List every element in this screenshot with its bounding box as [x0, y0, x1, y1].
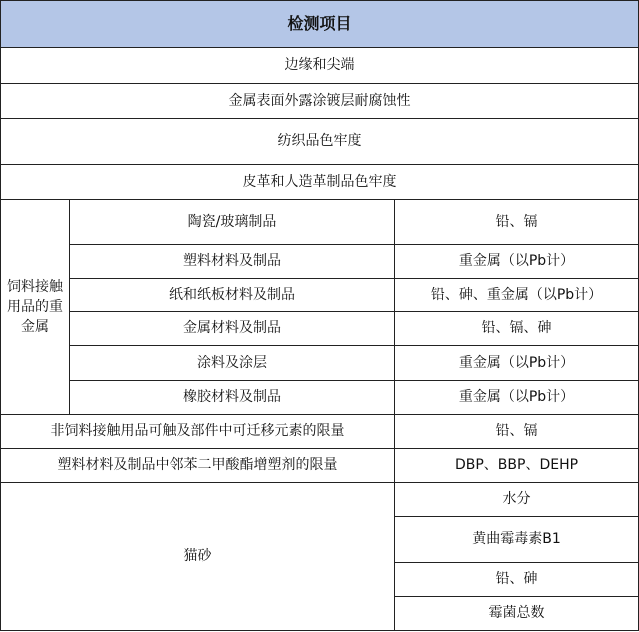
table-row	[1, 245, 639, 279]
table-row	[1, 346, 639, 381]
cat-litter-value: 水分	[395, 483, 639, 517]
cat-litter-value: 霉菌总数	[395, 597, 639, 631]
heavy-metal-item: 纸和纸板材料及制品	[70, 279, 395, 312]
heavy-metal-value: 重金属（以Pb计）	[395, 346, 639, 381]
table-row	[1, 48, 639, 84]
heavy-metal-item: 橡胶材料及制品	[70, 381, 395, 415]
table-row	[1, 381, 639, 415]
heavy-metal-item: 陶瓷/玻璃制品	[70, 200, 395, 245]
heavy-metal-item: 金属材料及制品	[70, 312, 395, 346]
table-row	[1, 119, 639, 165]
plasticizer-item: 塑料材料及制品中邻苯二甲酸酯增塑剂的限量	[1, 449, 395, 483]
cat-litter-item: 猫砂	[1, 483, 395, 631]
cat-litter-value: 铅、砷	[395, 563, 639, 597]
heavy-metal-group-label: 饲料接触用品的重金属	[1, 200, 70, 415]
migration-value: 铅、镉	[395, 415, 639, 449]
heavy-metal-item: 塑料材料及制品	[70, 245, 395, 279]
heavy-metal-value: 铅、砷、重金属（以Pb计）	[395, 279, 639, 312]
item-edges-tips: 边缘和尖端	[1, 48, 639, 84]
migration-item: 非饲料接触用品可触及部件中可迁移元素的限量	[1, 415, 395, 449]
heavy-metal-value: 铅、镉、砷	[395, 312, 639, 346]
heavy-metal-value: 重金属（以Pb计）	[395, 245, 639, 279]
table-row	[1, 449, 639, 483]
table-title: 检测项目	[1, 1, 639, 48]
table-row	[1, 84, 639, 119]
table-row	[1, 483, 639, 517]
heavy-metal-item: 涂料及涂层	[70, 346, 395, 381]
table-row	[1, 279, 639, 312]
table-row	[1, 200, 639, 245]
cat-litter-value: 黄曲霉毒素B1	[395, 517, 639, 563]
item-leather-colorfastness: 皮革和人造革制品色牢度	[1, 165, 639, 200]
table-row	[1, 312, 639, 346]
table-row	[1, 415, 639, 449]
heavy-metal-value: 重金属（以Pb计）	[395, 381, 639, 415]
header-row	[1, 1, 639, 48]
plasticizer-value: DBP、BBP、DEHP	[395, 449, 639, 483]
item-textile-colorfastness: 纺织品色牢度	[1, 119, 639, 165]
heavy-metal-value: 铅、镉	[395, 200, 639, 245]
table-row	[1, 165, 639, 200]
item-metal-corrosion: 金属表面外露涂镀层耐腐蚀性	[1, 84, 639, 119]
